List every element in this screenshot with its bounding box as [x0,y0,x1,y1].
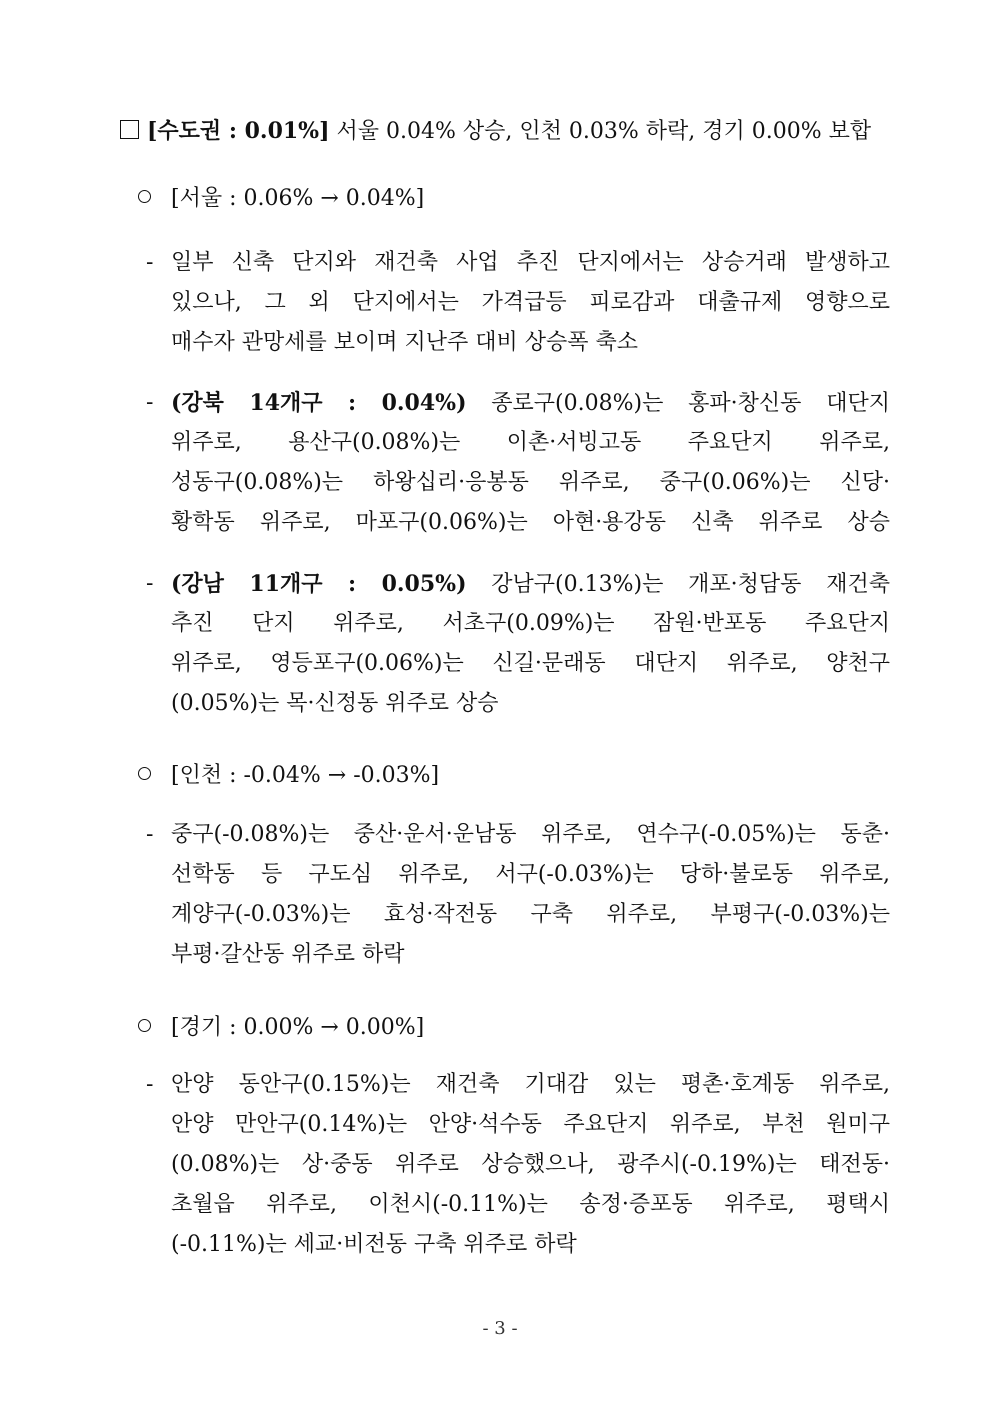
subheading-title: [인천 : -0.04% → -0.03%] [171,763,440,788]
text-line: (0.08%)는 상·중동 위주로 상승했으나, 광주시(-0.19%)는 태전동· [171,1152,890,1177]
text-line: 안양 동안구(0.15%)는 재건축 기대감 있는 평촌·호계동 위주로, [171,1072,890,1097]
text-line: 성동구(0.08%)는 하왕십리·응봉동 위주로, 중구(0.06%)는 신당· [171,470,890,495]
text-line: 부평·갈산동 위주로 하락 [171,942,405,967]
list-item-seoul-1 [146,243,890,363]
text-line: (0.05%)는 목·신정동 위주로 상승 [171,691,499,716]
text-line: 중구(-0.08%)는 중산·운서·운남동 위주로, 연수구(-0.05%)는 동춘· [171,822,890,847]
list-item-gangnam [146,564,890,724]
heading-label: [수도권 : 0.01%] [147,118,330,144]
checkbox-square-icon [120,120,139,139]
text-line: 초월읍 위주로, 이천시(-0.11%)는 송정·증포동 위주로, 평택시 [171,1192,890,1217]
circle-bullet-icon [138,190,151,203]
text-line: 안양 만안구(0.14%)는 안양·석수동 주요단지 위주로, 부천 원미구 [171,1112,890,1137]
subheading-title: [경기 : 0.00% → 0.00%] [171,1015,425,1040]
list-item-incheon [146,815,890,975]
dash-bullet: - [146,571,154,596]
dash-bullet: - [146,390,154,415]
text-line: 종로구(0.08%)는 홍파·창신동 대단지 [491,391,890,416]
bold-label: (강북 14개구 : 0.04%) [171,390,467,416]
heading-text: 서울 0.04% 상승, 인천 0.03% 하락, 경기 0.00% 보합 [336,119,872,144]
page-number: - 3 - [482,1318,518,1339]
text-line: 있으나, 그 외 단지에서는 가격급등 피로감과 대출규제 영향으로 [171,290,890,315]
text-line: 일부 신축 단지와 재건축 사업 추진 단지에서는 상승거래 발생하고 [171,250,890,275]
subheading-incheon [138,761,439,791]
subheading-seoul [138,184,424,214]
subheading-gyeonggi [138,1013,424,1043]
section-heading [120,116,900,147]
bold-label: (강남 11개구 : 0.05%) [171,571,467,597]
dash-bullet: - [146,822,154,847]
text-line: 위주로, 용산구(0.08%)는 이촌·서빙고동 주요단지 위주로, [171,430,890,455]
text-line: 황학동 위주로, 마포구(0.06%)는 아현·용강동 신축 위주로 상승 [171,510,890,535]
dash-bullet: - [146,1072,154,1097]
list-item-gyeonggi [146,1065,890,1265]
circle-bullet-icon [138,767,151,780]
text-line: 선학동 등 구도심 위주로, 서구(-0.03%)는 당하·불로동 위주로, [171,862,890,887]
dash-bullet: - [146,250,154,275]
text-line: 강남구(0.13%)는 개포·청담동 재건축 [491,572,890,597]
text-line: 위주로, 영등포구(0.06%)는 신길·문래동 대단지 위주로, 양천구 [171,651,890,676]
text-line: (-0.11%)는 세교·비전동 구축 위주로 하락 [171,1232,577,1257]
text-line: 매수자 관망세를 보이며 지난주 대비 상승폭 축소 [171,330,639,355]
text-line: 계양구(-0.03%)는 효성·작전동 구축 위주로, 부평구(-0.03%)는 [171,902,890,927]
text-line: 추진 단지 위주로, 서초구(0.09%)는 잠원·반포동 주요단지 [171,611,890,636]
list-item-gangbuk [146,383,890,543]
subheading-title: [서울 : 0.06% → 0.04%] [171,186,425,211]
circle-bullet-icon [138,1019,151,1032]
